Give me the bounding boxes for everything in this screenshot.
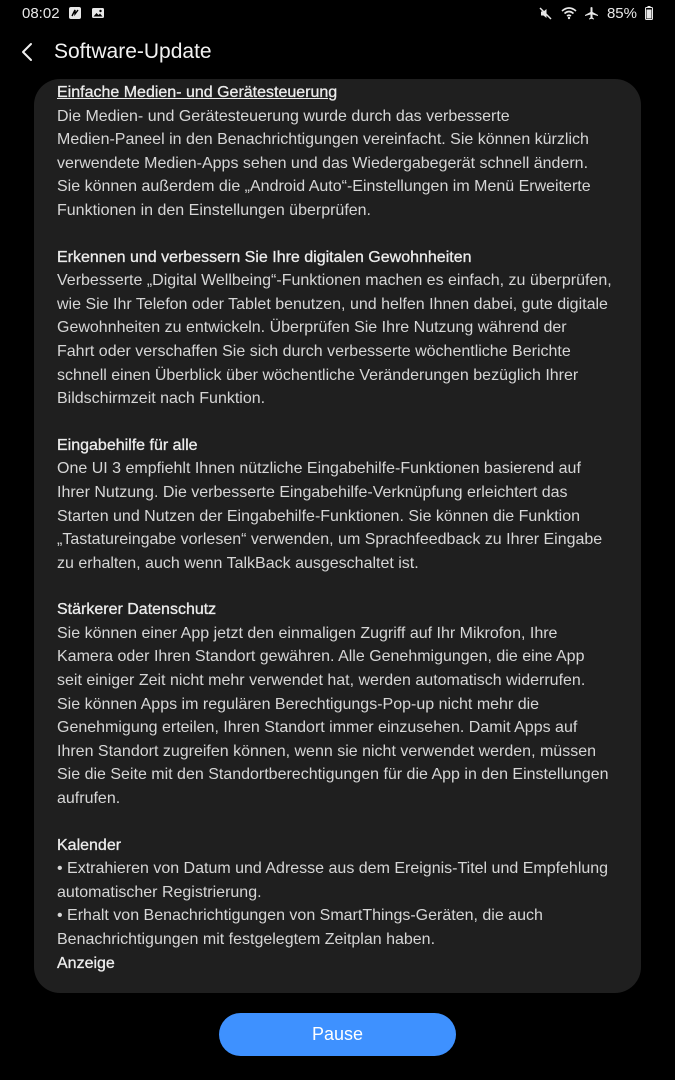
- notes-section-accessibility: [57, 434, 623, 576]
- section-body: • Extrahieren von Datum und Adresse aus dem Ereignis-Titel und Empfehlung automatischer Registrierung. • Erhalt von Benachrichtigungen von SmartThings-Geräten, die auch Benachrichtigungen mit festgelegtem Zeitplan haben.: [57, 860, 609, 948]
- notes-section-wellbeing: [57, 246, 623, 411]
- back-button[interactable]: [0, 30, 54, 74]
- section-title: Kalender: [57, 836, 122, 854]
- app-header: [0, 30, 675, 74]
- notes-section-display: [57, 952, 623, 976]
- release-notes-content: [57, 81, 623, 993]
- section-title: Einfache Medien- und Gerätesteuerung: [57, 84, 338, 101]
- notes-section-privacy: [57, 598, 623, 810]
- section-title: Stärkerer Datenschutz: [57, 601, 217, 619]
- section-body: Die Medien- und Gerätesteuerung wurde durch das verbesserte Medien-Paneel in den Benachrichtigungen vereinfacht. Sie können kürzlich verwendete Medien-Apps sehen und das Wiedergabegerät schnell ändern. Sie können außerdem die „Android Auto“-Einstellungen im Menü Erweiterte Funktionen in den Einstellungen überprüfen.: [57, 107, 591, 219]
- status-left: [22, 5, 106, 22]
- battery-percentage: 85%: [606, 4, 637, 22]
- nfc-notification-icon: [67, 5, 83, 21]
- status-right: [538, 5, 653, 22]
- notes-section-media: [57, 81, 623, 223]
- section-body: One UI 3 empfiehlt Ihnen nützliche Eingabehilfe-Funktionen basierend auf Ihrer Nutzung. Die verbesserte Eingabehilfe-Verknüpfung erleichtert das Starten und Nutzen der Eingabehilfe-Funktionen. Sie können die Funktion „Tastatureingabe vorlesen“ verwenden, um Sprachfeedback zu Ihrer Eingabe zu erhalten, auch wenn TalkBack ausgeschaltet ist.: [57, 460, 603, 572]
- section-body: Sie können einer App jetzt den einmaligen Zugriff auf Ihr Mikrofon, Ihre Kamera oder Ihren Standort gewähren. Alle Genehmigungen, die eine App seit einiger Zeit nicht mehr verwendet hat, werden automatisch widerrufen. Sie können Apps im regulären Berechtigungs-Pop-up nicht mehr die Genehmigung erteilen, Ihren Standort immer einzusehen. Damit Apps auf Ihren Standort zugreifen können, wenn sie nicht verwendet werden, müssen Sie die Seite mit den Standortberechtigungen für die App in den Einstellungen aufrufen.: [57, 624, 609, 808]
- status-bar: [0, 0, 675, 26]
- page-title: Software-Update: [54, 40, 212, 63]
- status-time: 08:02: [22, 4, 60, 22]
- section-title: Erkennen und verbessern Sie Ihre digitalen Gewohnheiten: [57, 248, 472, 266]
- pause-button[interactable]: Pause: [219, 1013, 456, 1056]
- mute-icon: [538, 5, 554, 21]
- chevron-left-icon: [21, 42, 33, 62]
- wifi-icon: [561, 5, 577, 21]
- section-title: Anzeige: [57, 954, 115, 972]
- notes-section-calendar: [57, 834, 623, 952]
- airplane-mode-icon: [584, 5, 600, 21]
- section-title: Eingabehilfe für alle: [57, 436, 198, 454]
- section-body: Verbesserte „Digital Wellbeing“-Funktionen machen es einfach, zu überprüfen, wie Sie Ihr Telefon oder Tablet benutzen, und helfen Ihnen dabei, gute digitale Gewohnheiten zu entwickeln. Überprüfen Sie Ihre Nutzung während der Fahrt oder verschaffen Sie sich durch verbesserte wöchentliche Berichte schnell einen Überblick über wöchentliche Veränderungen bezüglich Ihrer Bildschirmzeit nach Funktion.: [57, 272, 612, 408]
- battery-icon: [644, 5, 653, 21]
- image-notification-icon: [90, 5, 106, 21]
- release-notes-card[interactable]: [34, 79, 641, 993]
